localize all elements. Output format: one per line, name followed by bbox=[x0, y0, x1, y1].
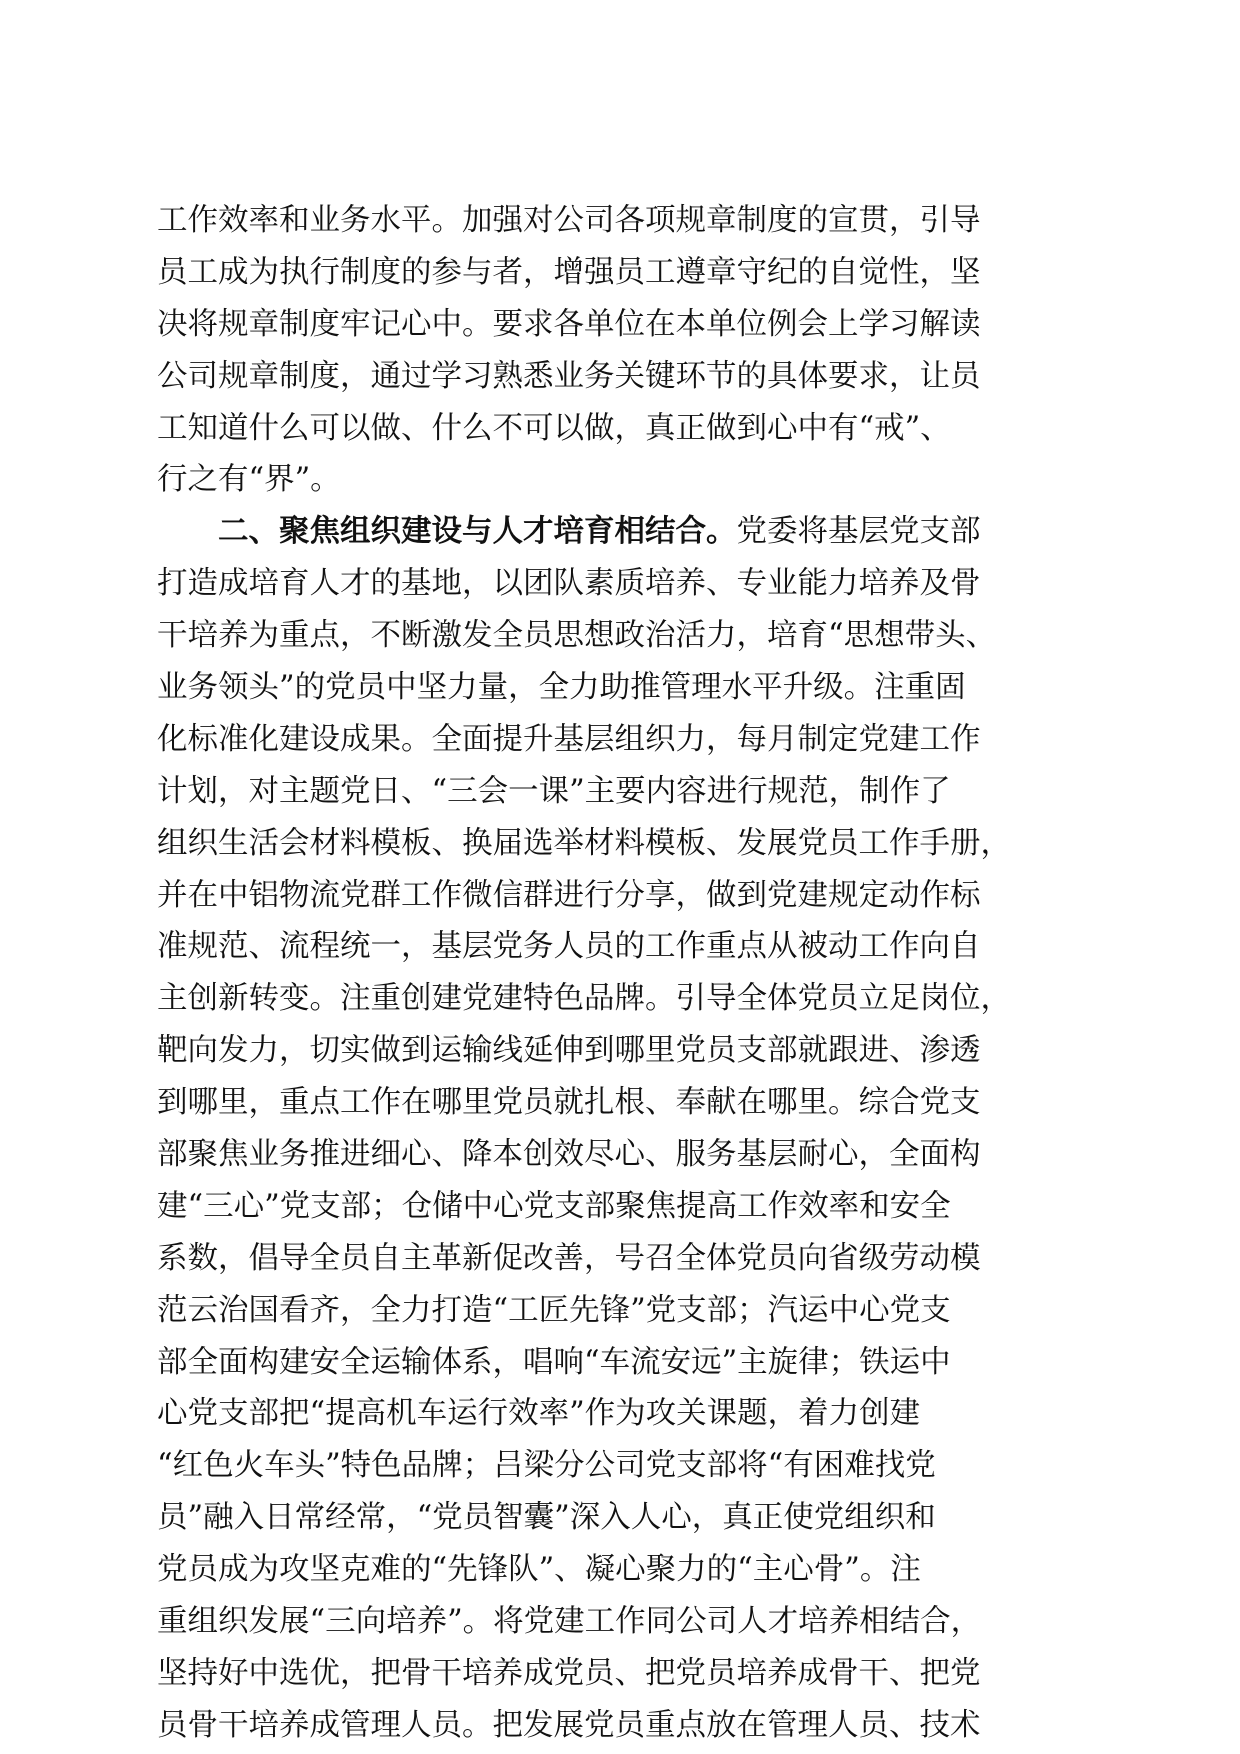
text-line: 建“三心”党支部；仓储中心党支部聚焦提高工作效率和安全 bbox=[157, 1188, 951, 1224]
text-line: 干培养为重点，不断激发全员思想政治活力，培育“思想带头、 bbox=[157, 618, 997, 654]
text-line: 系数，倡导全员自主革新促改善，号召全体党员向省级劳动模 bbox=[157, 1240, 981, 1276]
text-line: 员”融入日常经常，“党员智囊”深入人心，真正使党组织和 bbox=[157, 1500, 936, 1536]
text-line: 行之有“界”。 bbox=[157, 462, 341, 498]
text-line: 计划，对主题党日、“三会一课”主要内容进行规范，制作了 bbox=[157, 773, 951, 809]
text-line: 并在中铝物流党群工作微信群进行分享，做到党建规定动作标 bbox=[157, 877, 981, 913]
paragraph-2-first-line bbox=[157, 506, 1097, 558]
text-line: 主创新转变。注重创建党建特色品牌。引导全体党员立足岗位， bbox=[157, 981, 1011, 1017]
text-line: 坚持好中选优，把骨干培养成党员、把党员培养成骨干、把党 bbox=[157, 1655, 981, 1691]
text-line: 决将规章制度牢记心中。要求各单位在本单位例会上学习解读 bbox=[157, 306, 981, 342]
text-line: 范云治国看齐，全力打造“工匠先锋”党支部；汽运中心党支 bbox=[157, 1292, 951, 1328]
paragraph-2 bbox=[157, 506, 1097, 1751]
text-line: 员骨干培养成管理人员。把发展党员重点放在管理人员、技术 bbox=[157, 1707, 981, 1743]
text-line: 打造成培育人才的基地，以团队素质培养、专业能力培养及骨 bbox=[157, 566, 981, 602]
text-line: 部聚焦业务推进细心、降本创效尽心、服务基层耐心，全面构 bbox=[157, 1137, 981, 1173]
text-line: 部全面构建安全运输体系，唱响“车流安远”主旋律；铁运中 bbox=[157, 1344, 951, 1380]
text-line: 党员成为攻坚克难的“先锋队”、凝心聚力的“主心骨”。注 bbox=[157, 1552, 921, 1588]
text-line-tail: 党委将基层党支部 bbox=[736, 514, 981, 550]
text-line: 准规范、流程统一，基层党务人员的工作重点从被动工作向自 bbox=[157, 929, 981, 965]
document-page bbox=[157, 195, 1097, 1752]
text-line: 工知道什么可以做、什么不可以做，真正做到心中有“戒”、 bbox=[157, 410, 951, 446]
text-line: 组织生活会材料模板、换届选举材料模板、发展党员工作手册， bbox=[157, 825, 1011, 861]
text-line: 工作效率和业务水平。加强对公司各项规章制度的宣贯，引导 bbox=[157, 203, 981, 238]
text-line: 业务领头”的党员中坚力量，全力助推管理水平升级。注重固 bbox=[157, 670, 966, 706]
section-heading: 二、聚焦组织建设与人才培育相结合。 bbox=[218, 514, 737, 550]
text-line: 到哪里，重点工作在哪里党员就扎根、奉献在哪里。综合党支 bbox=[157, 1085, 981, 1121]
text-line: 靶向发力，切实做到运输线延伸到哪里党员支部就跟进、渗透 bbox=[157, 1033, 981, 1069]
paragraph-1 bbox=[157, 195, 1097, 506]
text-line: “红色火车头”特色品牌；吕梁分公司党支部将“有困难找党 bbox=[157, 1448, 936, 1484]
text-line: 公司规章制度，通过学习熟悉业务关键环节的具体要求，让员 bbox=[157, 358, 981, 394]
text-line: 员工成为执行制度的参与者，增强员工遵章守纪的自觉性，坚 bbox=[157, 254, 981, 290]
text-line: 心党支部把“提高机车运行效率”作为攻关课题，着力创建 bbox=[157, 1396, 921, 1432]
text-line: 化标准化建设成果。全面提升基层组织力，每月制定党建工作 bbox=[157, 721, 981, 757]
text-line: 重组织发展“三向培养”。将党建工作同公司人才培养相结合， bbox=[157, 1604, 982, 1640]
